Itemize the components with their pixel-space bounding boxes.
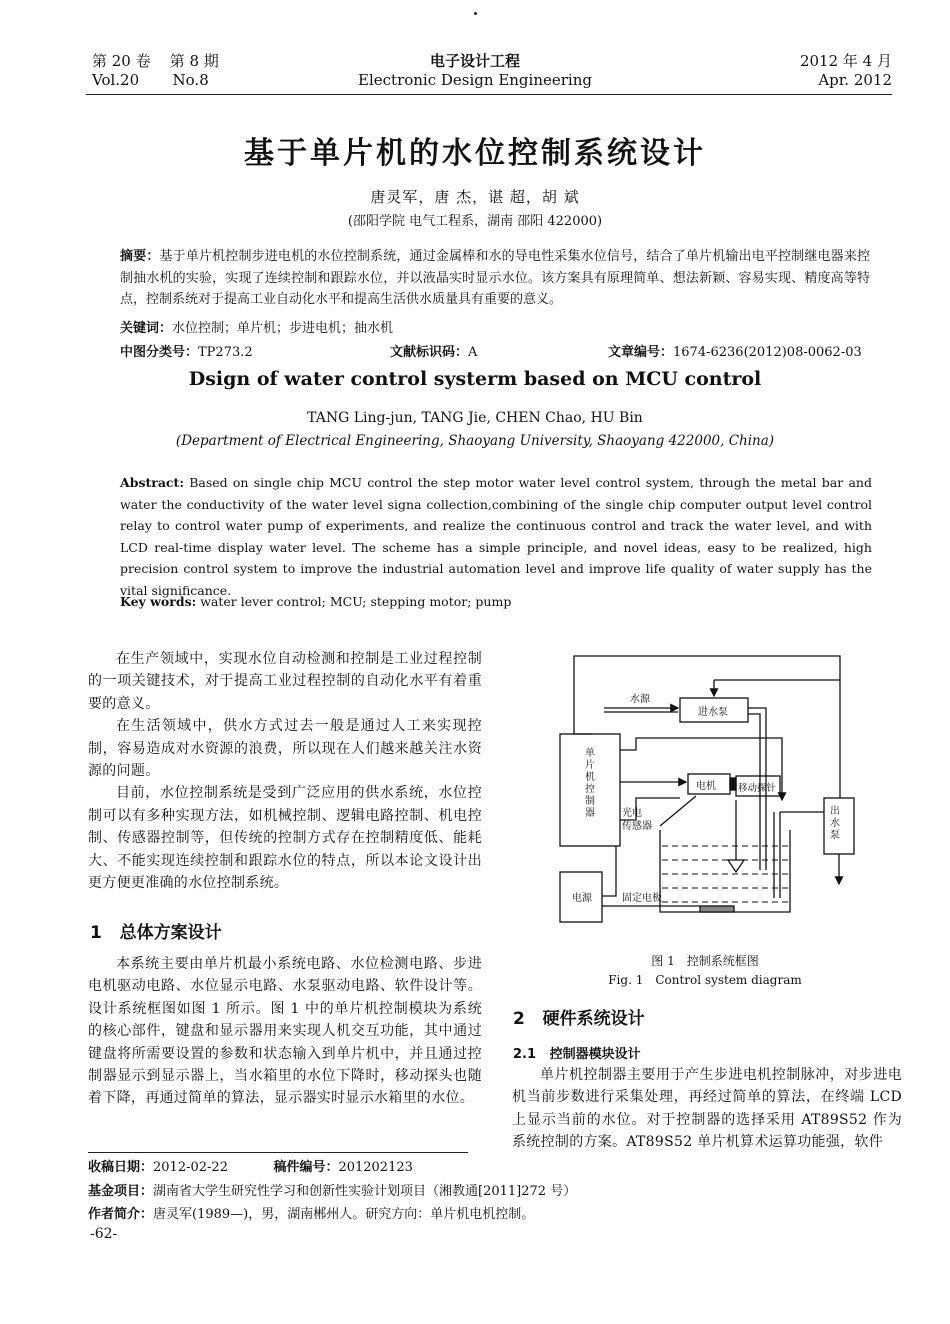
date-en: Apr. 2012 — [818, 71, 892, 89]
fig-label-mcu: 单片机控制器 — [585, 748, 595, 819]
author-bio-text: 唐灵军(1989—)，男，湖南郴州人。研究方向：单片机电机控制。 — [153, 1207, 535, 1222]
received-line — [88, 1157, 413, 1178]
clc-label: 中图分类号： — [120, 345, 199, 360]
keywords-cn-text: 水位控制；单片机；步进电机；抽水机 — [172, 321, 394, 336]
section-1-heading — [90, 918, 222, 943]
section-2-title: 硬件系统设计 — [542, 1009, 645, 1029]
fund-line — [88, 1181, 576, 1202]
fig-label-motor: 电机 — [696, 781, 716, 792]
fig-label-outlet-pump: 出水泵 — [830, 806, 840, 841]
doc-code-label: 文献标识码： — [390, 345, 469, 360]
motor-shaft — [730, 778, 736, 790]
abstract-cn — [120, 246, 870, 311]
journal-en: Electronic Design Engineering — [358, 71, 592, 89]
article-number-label: 文章编号： — [608, 345, 674, 360]
affiliation-cn: (邵阳学院 电气工程系，湖南 邵阳 422000) — [347, 214, 603, 229]
intro-paragraph-2: 在生活领域中，供水方式过去一般是通过人工来实现控制，容易造成对水资源的浪费，所以现在人们越来越关注水资源的问题。 — [88, 718, 482, 780]
abstract-en — [120, 472, 872, 601]
section-1-text: 本系统主要由单片机最小系统电路、水位检测电路、步进电机驱动电路、水位显示电路、水泵驱动电路、软件设计等。设计系统框图如图 1 所示。图 1 中的单片机控制模块为系统的核心部件，键盘和显示器用来实现人机交互功能，其中通过键盘将所需要设置的参数和状态输入到单片机中，并且通过控制器显示到显示器上，当水箱里的水位下降时，移动探头也随着下降，再通过简单的算法，显示器实时显示水箱里的水位。 — [88, 956, 482, 1107]
intro-section — [88, 648, 482, 894]
page-number: -62- — [90, 1226, 118, 1242]
top-dot — [474, 12, 477, 15]
outer-loop-line — [574, 656, 840, 798]
section-1-number: 1 — [90, 923, 102, 943]
issue-en: No.8 — [172, 71, 209, 89]
subsection-2-1-title: 控制器模块设计 — [549, 1047, 641, 1062]
intro-paragraph-3: 目前，水位控制系统是受到广泛应用的供水系统，水位控制可以有多种实现方法，如机械控制、逻辑电路控制、机电控制、传感器控制等，但传统的控制方式存在控制精度低、能耗大、不能实现连续控制和跟踪水位的特点，所以本论文设计出更方便更准确的水位控制系统。 — [88, 785, 482, 892]
article-number-group — [608, 342, 862, 364]
fixed-electrode — [700, 906, 734, 912]
abstract-en-label: Abstract: — [120, 475, 184, 490]
journal-cn: 电子设计工程 — [429, 52, 520, 70]
fig-label-photo-sensor-1: 光电 — [622, 808, 642, 819]
fig-label-photo-sensor-2: 传感器 — [622, 821, 652, 832]
issue-cn: 第 8 期 — [169, 52, 219, 70]
abstract-cn-text: 基于单片机控制步进电机的水位控制系统，通过金属棒和水的导电性采集水位信号，结合了单片机输出电平控制继电器来控制抽水机的实验，实现了连续控制和跟踪水位，并以液晶实时显示水位。该方案具有原理简单、想法新颖、容易实现、精度高等特点，控制系统对于提高工业自动化水平和提高生活供水质量具有重要的意义。 — [120, 249, 870, 307]
abstract-en-text: Based on single chip MCU control the step motor water level control system, through the metal bar and water the conductivity of the water level signa collection,combining of the single chip computer output level control relay to control water pump of experiments, and realize the continuous control and track the water level, and with LCD real-time display water level. The scheme has a simple principle, and novel ideas, easy to be realized, high precision control system to improve the industrial automation level and improve life quality of water supply has the vital significance. — [120, 475, 872, 598]
received-label: 收稿日期： — [88, 1160, 154, 1175]
affiliation-en: (Department of Electrical Engineering, Shaoyang University, Shaoyang 422000, China) — [175, 433, 775, 449]
section-2-text: 单片机控制器主要用于产生步进电机控制脉冲，对步进电机当前步数进行采集处理，再经过简单的算法，在终端 LCD 上显示当前的水位。对于控制器的选择采用 AT89S52 作为系统控制的方案。AT89S52 单片机算术运算功能强，软件 — [512, 1067, 902, 1151]
header-rule — [86, 94, 892, 95]
authors-en: TANG Ling-jun, TANG Jie, CHEN Chao, HU Bin — [307, 410, 643, 426]
author-bio-label: 作者简介： — [88, 1207, 154, 1222]
fund-label: 基金项目： — [88, 1184, 154, 1199]
author-bio-line — [88, 1204, 534, 1225]
fig-label-water-source: 水源 — [630, 694, 650, 705]
date-cn: 2012 年 4 月 — [799, 52, 892, 70]
fig-label-moving-probe: 移动探针 — [738, 783, 777, 794]
water-tank — [660, 830, 790, 912]
manuscript-number: 201202123 — [338, 1160, 413, 1175]
manuscript-label: 稿件编号： — [273, 1160, 339, 1175]
section-2-number: 2 — [513, 1009, 525, 1029]
footnote-rule — [88, 1152, 468, 1153]
intro-paragraph-1: 在生产领域中，实现水位自动检测和控制是工业过程控制的一项关键技术，对于提高工业过程控制的自动化水平有着重要的意义。 — [88, 651, 482, 712]
fund-text: 湖南省大学生研究性学习和创新性实验计划项目（湘教通[2011]272 号） — [153, 1184, 577, 1199]
keywords-en — [120, 591, 872, 613]
classification-line — [120, 342, 870, 364]
volume-en: Vol.20 — [92, 71, 140, 89]
subsection-2-1-heading — [513, 1043, 641, 1062]
subsection-2-1-number: 2.1 — [513, 1047, 537, 1062]
fig-label-power: 电源 — [572, 893, 592, 904]
keywords-cn-label: 关键词： — [120, 321, 173, 336]
section-2-heading — [513, 1004, 645, 1029]
fig-label-inlet-pump: 进水泵 — [698, 707, 728, 718]
doc-code-group — [390, 342, 477, 364]
fig-label-fixed-electrode: 固定电极 — [622, 893, 662, 904]
figure-1-caption-cn: 图 1 控制系统框图 — [651, 954, 759, 968]
received-date: 2012-02-22 — [153, 1160, 228, 1175]
figure-1-caption-en: Fig. 1 Control system diagram — [608, 973, 802, 987]
clc-code: TP273.2 — [198, 345, 253, 360]
keywords-cn — [120, 318, 870, 340]
section-1-title: 总体方案设计 — [119, 923, 222, 943]
keywords-en-text: water lever control; MCU; stepping motor; pump — [200, 594, 512, 609]
keywords-en-label: Key words: — [120, 594, 197, 609]
doc-code: A — [468, 345, 478, 360]
authors-cn: 唐灵军，唐 杰，谌 超，胡 斌 — [370, 188, 580, 206]
abstract-cn-label: 摘要： — [120, 249, 160, 264]
header-date — [800, 52, 892, 90]
article-number: 1674-6236(2012)08-0062-03 — [673, 345, 862, 360]
paper-title-en: Dsign of water control systerm based on MCU control — [188, 368, 762, 390]
paper-title-cn: 基于单片机的水位控制系统设计 — [244, 136, 706, 171]
volume-cn: 第 20 卷 — [92, 52, 151, 70]
